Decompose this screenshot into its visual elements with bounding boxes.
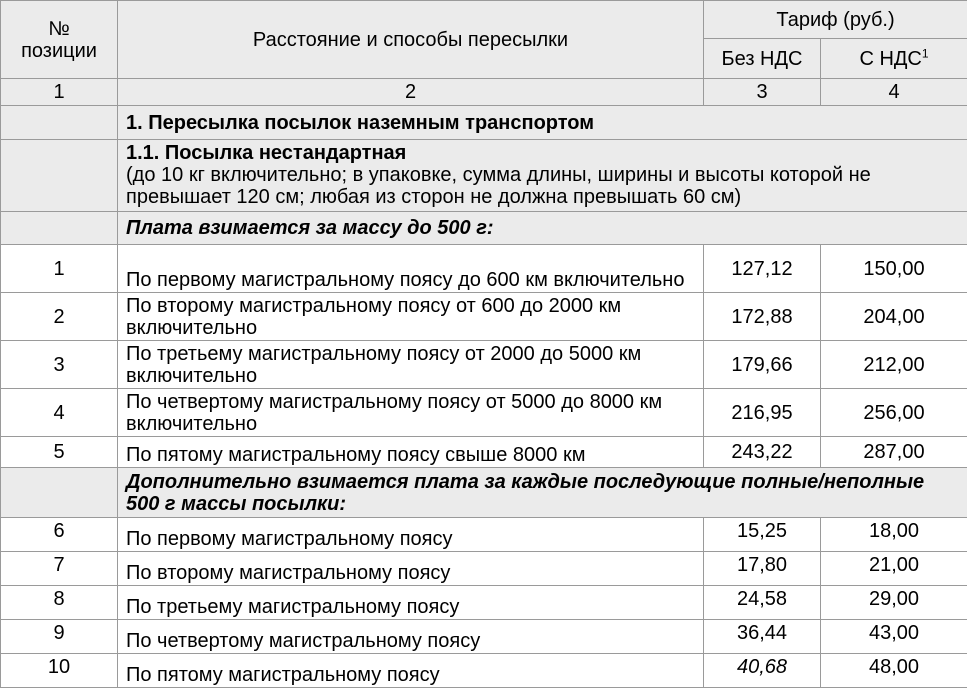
row-price-vat: 212,00 xyxy=(821,341,967,389)
row-price-no-vat: 127,12 xyxy=(704,245,821,293)
row-description: По второму магистральному поясу xyxy=(118,552,704,586)
index-cell: 3 xyxy=(704,79,821,106)
index-cell: 4 xyxy=(821,79,967,106)
row-price-vat: 21,00 xyxy=(821,552,967,586)
table-row xyxy=(1,293,967,341)
header-with-vat-label: С НДС xyxy=(859,47,922,70)
row-price-no-vat: 172,88 xyxy=(704,293,821,341)
row-price-no-vat: 17,80 xyxy=(704,552,821,586)
row-description: По четвертому магистральному поясу от 5000 до 8000 км включительно xyxy=(118,389,704,437)
index-cell: 2 xyxy=(118,79,704,106)
row-description: По первому магистральному поясу xyxy=(118,518,704,552)
table-row xyxy=(1,620,967,654)
row-number: 3 xyxy=(1,341,118,389)
row-price-no-vat: 179,66 xyxy=(704,341,821,389)
row-price-no-vat: 36,44 xyxy=(704,620,821,654)
row-price-vat: 48,00 xyxy=(821,654,967,688)
row-price-vat: 43,00 xyxy=(821,620,967,654)
row-price-no-vat: 216,95 xyxy=(704,389,821,437)
table-row xyxy=(1,389,967,437)
row-number: 2 xyxy=(1,293,118,341)
header-distance-methods: Расстояние и способы пересылки xyxy=(118,1,704,79)
row-price-no-vat: 15,25 xyxy=(704,518,821,552)
row-number: 4 xyxy=(1,389,118,437)
row-number: 10 xyxy=(1,654,118,688)
subsection-title: 1.1. Посылка нестандартная xyxy=(126,142,407,164)
row-description: По пятому магистральному поясу свыше 8000 км xyxy=(118,437,704,468)
header-without-vat: Без НДС xyxy=(704,39,821,79)
row-description: По пятому магистральному поясу xyxy=(118,654,704,688)
row-price-vat: 287,00 xyxy=(821,437,967,468)
index-row xyxy=(1,79,967,106)
row-number: 7 xyxy=(1,552,118,586)
row-price-vat: 29,00 xyxy=(821,586,967,620)
row-description: По второму магистральному поясу от 600 до 2000 км включительно xyxy=(118,293,704,341)
table-row xyxy=(1,437,967,468)
row-number: 6 xyxy=(1,518,118,552)
table-row xyxy=(1,245,967,293)
row-description: По четвертому магистральному поясу xyxy=(118,620,704,654)
row-number: 9 xyxy=(1,620,118,654)
group1-title-row xyxy=(1,212,967,245)
row-description: По третьему магистральному поясу xyxy=(118,586,704,620)
subsection-description: (до 10 кг включительно; в упаковке, сумма длины, ширины и высоты которой не превышает 120 см; любая из сторон не должна превышать 60 см) xyxy=(126,164,871,208)
table-row xyxy=(1,586,967,620)
row-number: 5 xyxy=(1,437,118,468)
row-number: 1 xyxy=(1,245,118,293)
section-title: 1. Пересылка посылок наземным транспортом xyxy=(118,106,967,140)
row-price-vat: 256,00 xyxy=(821,389,967,437)
row-number: 8 xyxy=(1,586,118,620)
row-price-no-vat: 243,22 xyxy=(704,437,821,468)
header-tariff: Тариф (руб.) xyxy=(704,1,967,39)
row-price-no-vat: 40,68 xyxy=(704,654,821,688)
subsection-row xyxy=(1,140,967,212)
header-with-vat xyxy=(821,39,967,79)
table-row xyxy=(1,654,967,688)
row-price-vat: 150,00 xyxy=(821,245,967,293)
row-price-vat: 204,00 xyxy=(821,293,967,341)
subsection-cell xyxy=(118,140,967,212)
footnote-marker: 1 xyxy=(921,45,929,60)
index-cell: 1 xyxy=(1,79,118,106)
row-description: По третьему магистральному поясу от 2000 до 5000 км включительно xyxy=(118,341,704,389)
row-description: По первому магистральному поясу до 600 км включительно xyxy=(118,245,704,293)
group1-title: Плата взимается за массу до 500 г: xyxy=(118,212,967,245)
table-row xyxy=(1,518,967,552)
row-price-no-vat: 24,58 xyxy=(704,586,821,620)
table-row xyxy=(1,552,967,586)
section-row xyxy=(1,106,967,140)
table-row xyxy=(1,341,967,389)
row-price-vat: 18,00 xyxy=(821,518,967,552)
group2-title-row xyxy=(1,468,967,518)
header-position-number: № позиции xyxy=(1,1,118,79)
group2-title: Дополнительно взимается плата за каждые последующие полные/неполные 500 г массы посылки: xyxy=(118,468,967,518)
